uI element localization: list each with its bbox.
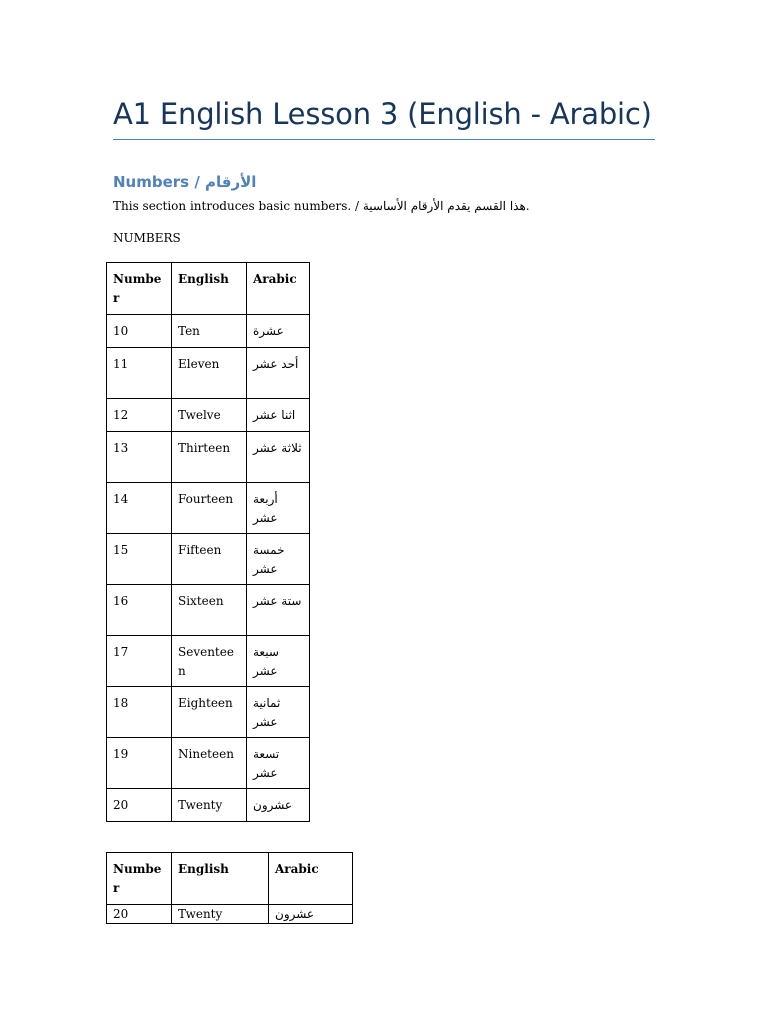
- cell-number: 20: [107, 905, 172, 924]
- cell-arabic: عشرون: [269, 905, 353, 924]
- cell-number: 11: [107, 348, 172, 399]
- cell-number: 12: [107, 399, 172, 432]
- table-row: [107, 483, 310, 534]
- table-row: [107, 789, 310, 822]
- cell-english: Fourteen: [172, 483, 247, 534]
- table-row: [107, 636, 310, 687]
- cell-number: 13: [107, 432, 172, 483]
- table-row: [107, 534, 310, 585]
- cell-english: Twenty: [172, 789, 247, 822]
- cell-arabic: سبعة عشر: [247, 636, 310, 687]
- cell-arabic: اثنا عشر: [247, 399, 310, 432]
- numbers-table-2: [106, 852, 353, 924]
- header-english: English: [172, 263, 247, 315]
- cell-arabic: أربعة عشر: [247, 483, 310, 534]
- cell-english: Twenty: [172, 905, 269, 924]
- document-title: A1 English Lesson 3 (English - Arabic): [113, 97, 652, 131]
- header-number: Number: [107, 263, 172, 315]
- cell-number: 17: [107, 636, 172, 687]
- table-row: [107, 687, 310, 738]
- section-intro: This section introduces basic numbers. / هذا القسم يقدم الأرقام الأساسية.: [113, 199, 530, 213]
- cell-english: Fifteen: [172, 534, 247, 585]
- table-row: [107, 905, 353, 924]
- cell-arabic: خمسة عشر: [247, 534, 310, 585]
- table-row: [107, 738, 310, 789]
- table-header-row: [107, 853, 353, 905]
- cell-number: 20: [107, 789, 172, 822]
- header-arabic: Arabic: [269, 853, 353, 905]
- header-arabic: Arabic: [247, 263, 310, 315]
- cell-arabic: عشرة: [247, 315, 310, 348]
- cell-number: 10: [107, 315, 172, 348]
- cell-number: 18: [107, 687, 172, 738]
- cell-arabic: أحد عشر: [247, 348, 310, 399]
- cell-english: Twelve: [172, 399, 247, 432]
- cell-arabic: ثمانية عشر: [247, 687, 310, 738]
- section-heading: Numbers / الأرقام: [113, 173, 257, 191]
- header-number: Number: [107, 853, 172, 905]
- cell-english: Sixteen: [172, 585, 247, 636]
- cell-arabic: عشرون: [247, 789, 310, 822]
- cell-arabic: تسعة عشر: [247, 738, 310, 789]
- cell-english: Ten: [172, 315, 247, 348]
- cell-arabic: ثلاثة عشر: [247, 432, 310, 483]
- cell-number: 16: [107, 585, 172, 636]
- title-divider: [113, 139, 655, 140]
- numbers-label: NUMBERS: [113, 231, 181, 245]
- table-header-row: [107, 263, 310, 315]
- cell-english: Eleven: [172, 348, 247, 399]
- cell-english: Nineteen: [172, 738, 247, 789]
- header-english: English: [172, 853, 269, 905]
- table-row: [107, 585, 310, 636]
- table-row: [107, 315, 310, 348]
- table-row: [107, 348, 310, 399]
- cell-english: Seventeen: [172, 636, 247, 687]
- cell-english: Thirteen: [172, 432, 247, 483]
- table-row: [107, 432, 310, 483]
- cell-number: 15: [107, 534, 172, 585]
- cell-english: Eighteen: [172, 687, 247, 738]
- numbers-table: [106, 262, 310, 822]
- cell-arabic: ستة عشر: [247, 585, 310, 636]
- cell-number: 19: [107, 738, 172, 789]
- cell-number: 14: [107, 483, 172, 534]
- table-row: [107, 399, 310, 432]
